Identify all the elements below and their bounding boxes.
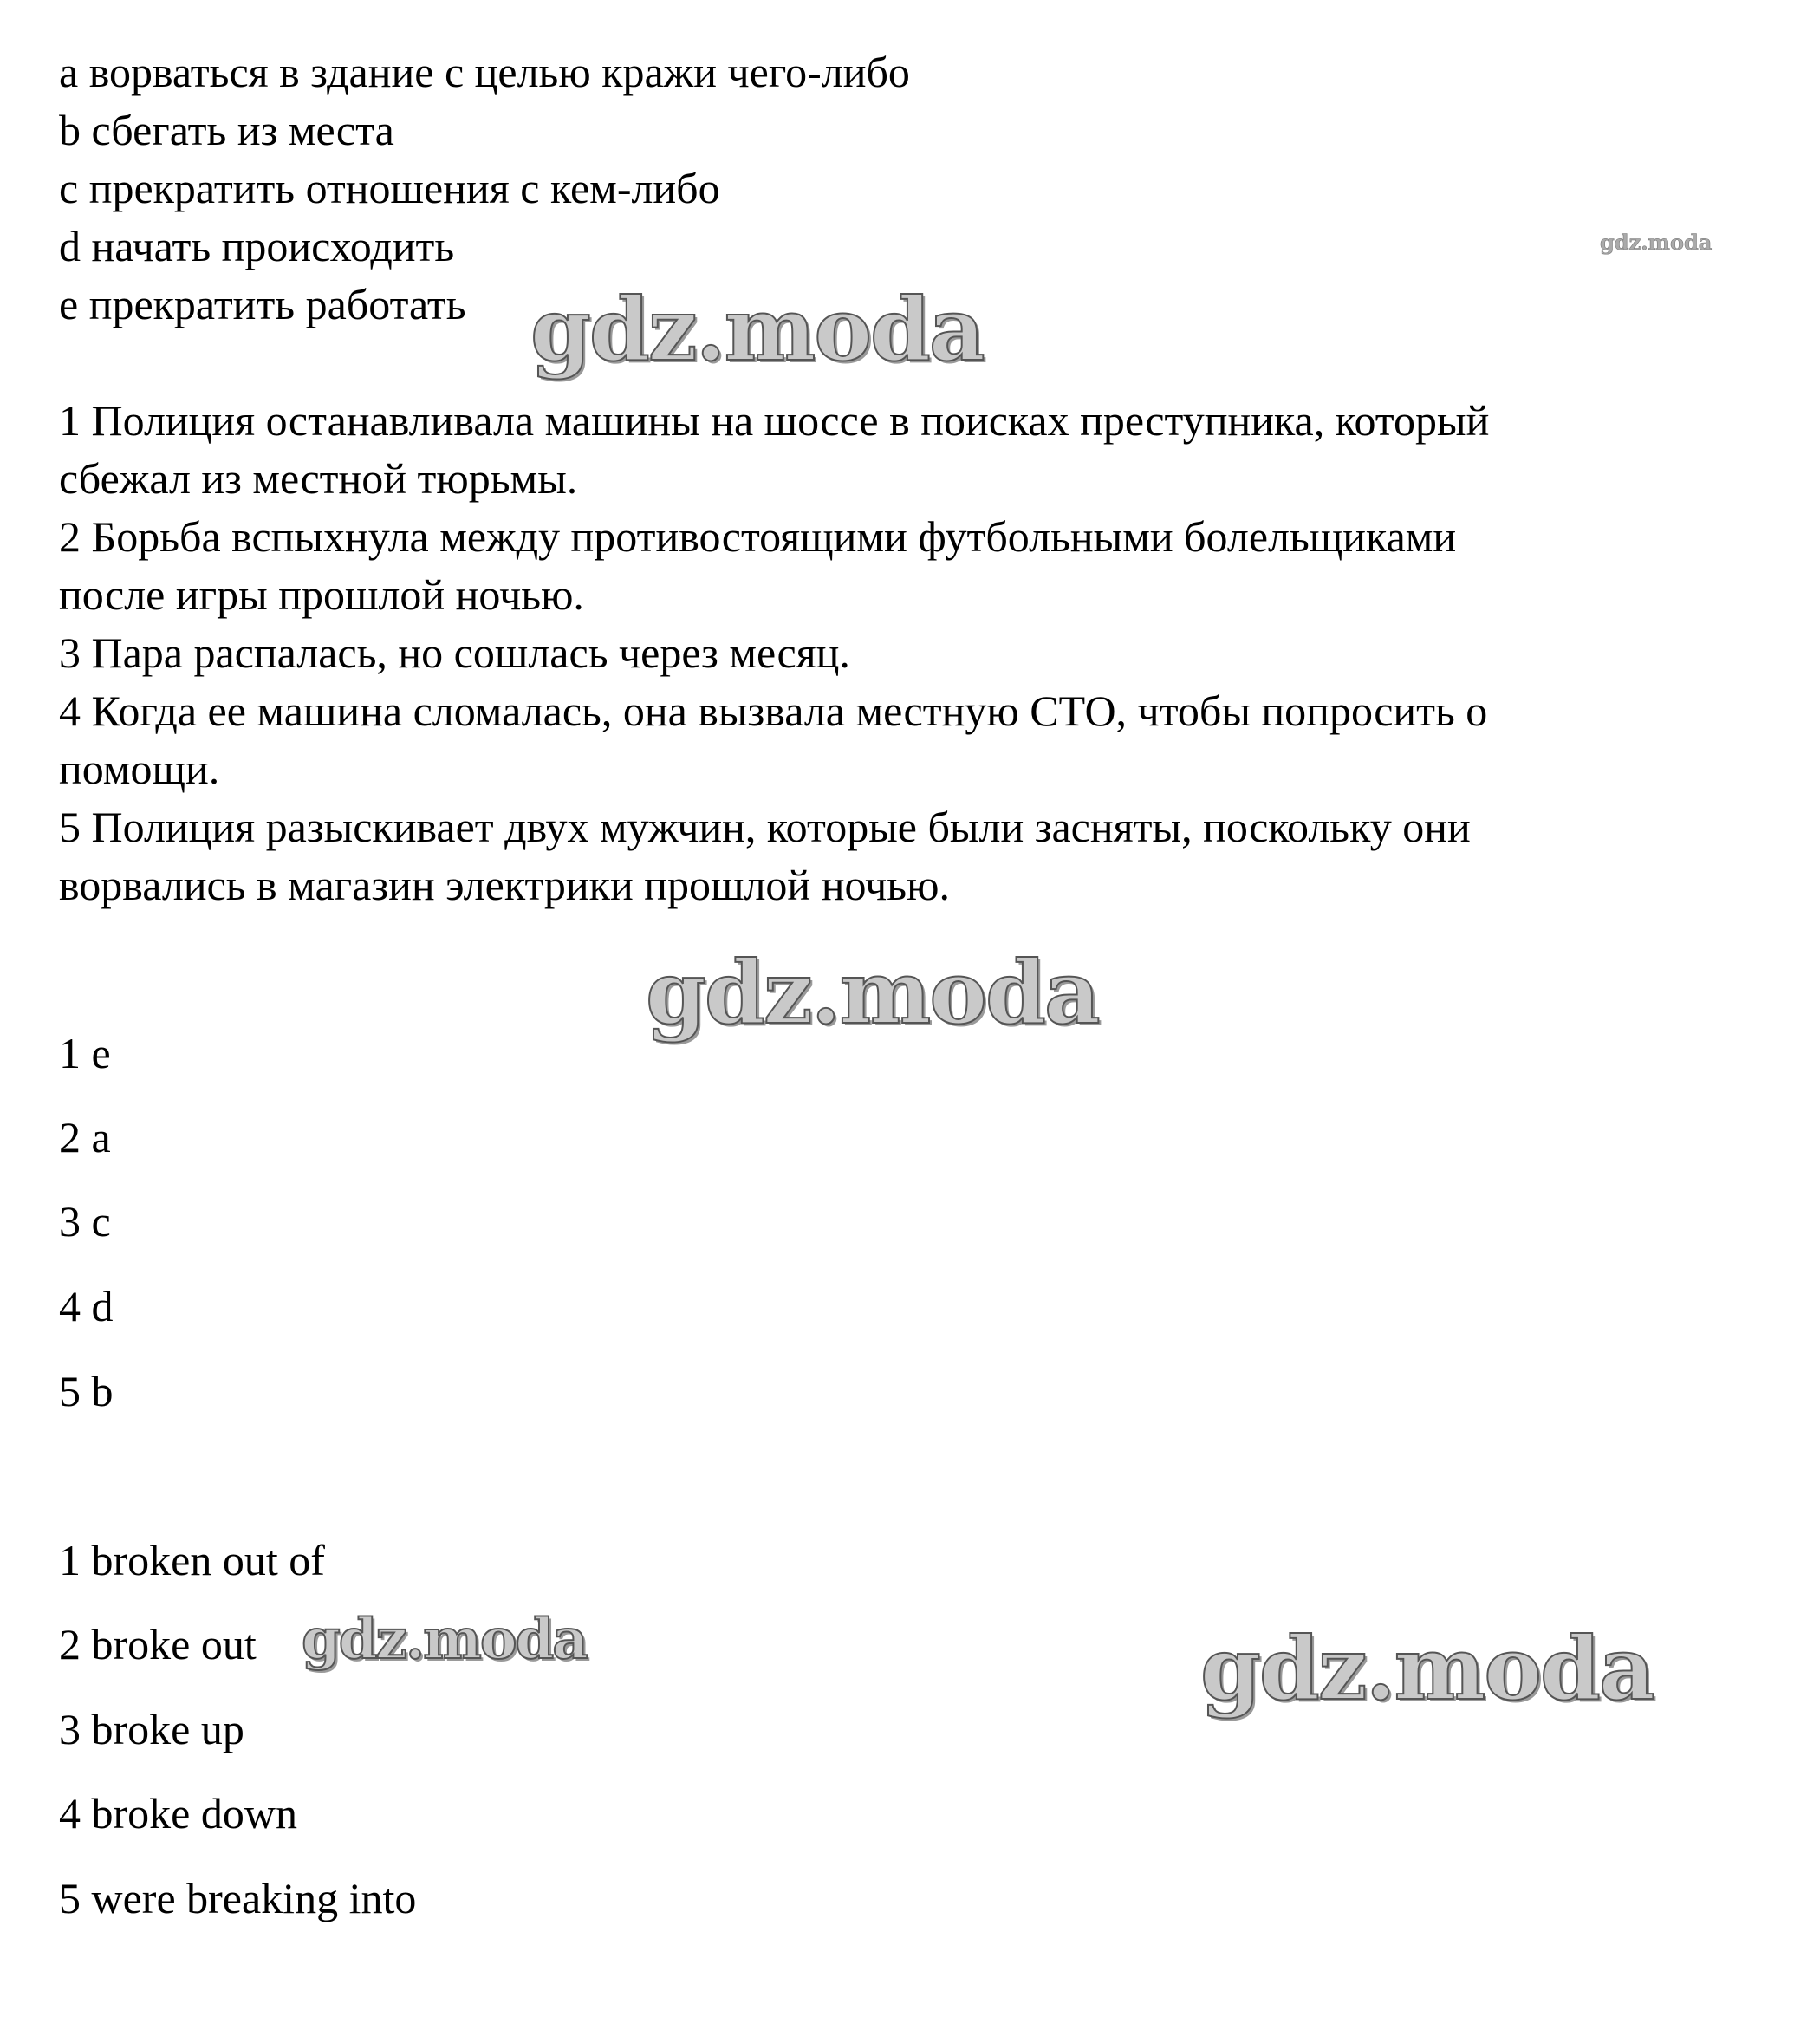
fill-answer: 5 were breaking into bbox=[59, 1874, 417, 1922]
translation-line: помощи. bbox=[59, 745, 220, 793]
definition-b: b сбегать из места bbox=[59, 106, 394, 154]
watermark-small: gdz.moda bbox=[1600, 230, 1713, 255]
watermark: gdz.moda bbox=[302, 1607, 587, 1672]
matching-answer: 1 e bbox=[59, 1029, 111, 1077]
translation-line: 4 Когда ее машина сломалась, она вызвала местную СТО, чтобы попросить о bbox=[59, 686, 1488, 735]
definition-d: d начать происходить bbox=[59, 222, 455, 270]
fill-answer: 3 broke up bbox=[59, 1705, 244, 1753]
fill-answer: 1 broken out of bbox=[59, 1536, 325, 1584]
translation-line: 1 Полиция останавливала машины на шоссе в поисках преступника, который bbox=[59, 396, 1490, 445]
matching-answer: 2 a bbox=[59, 1113, 111, 1161]
matching-answer: 5 b bbox=[59, 1367, 114, 1415]
matching-answer: 3 c bbox=[59, 1197, 111, 1246]
translation-line: 5 Полиция разыскивает двух мужчин, которые были засняты, поскольку они bbox=[59, 803, 1471, 851]
watermark: gdz.moda bbox=[1200, 1617, 1654, 1720]
fill-answer: 2 broke out bbox=[59, 1620, 257, 1668]
translation-line: ворвались в магазин электрики прошлой ночью. bbox=[59, 861, 950, 909]
translation-line: сбежал из местной тюрьмы. bbox=[59, 454, 578, 503]
matching-answer: 4 d bbox=[59, 1282, 114, 1330]
fill-answer: 4 broke down bbox=[59, 1789, 297, 1838]
watermark: gdz.moda bbox=[530, 278, 984, 381]
definition-e: e прекратить работать bbox=[59, 280, 466, 328]
definition-a: a ворваться в здание с целью кражи чего-либо bbox=[59, 48, 910, 96]
watermark: gdz.moda bbox=[646, 941, 1099, 1044]
translation-line: после игры прошлой ночью. bbox=[59, 570, 584, 619]
definition-c: c прекратить отношения с кем-либо bbox=[59, 164, 720, 212]
translation-line: 2 Борьба вспыхнула между противостоящими футбольными болельщиками bbox=[59, 512, 1457, 561]
translation-line: 3 Пара распалась, но сошлась через месяц. bbox=[59, 628, 850, 677]
